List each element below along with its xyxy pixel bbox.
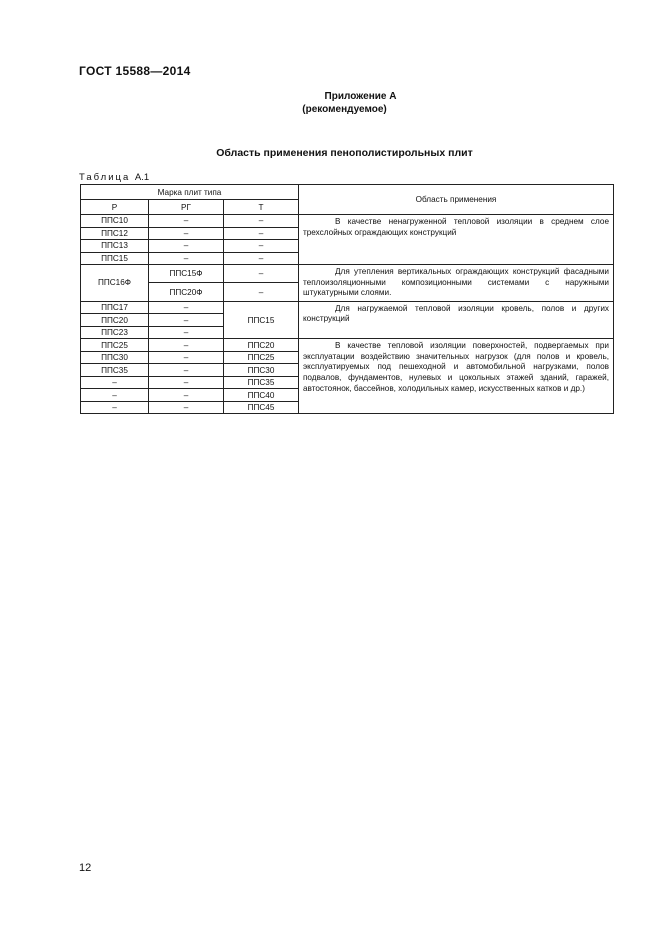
cell-p: ППС20	[81, 314, 149, 327]
cell-rg: –	[149, 339, 224, 352]
cell-p: ППС12	[81, 227, 149, 240]
cell-p: ППС13	[81, 240, 149, 253]
header-p-cell: Р	[81, 200, 149, 215]
cell-p: ППС16Ф	[81, 265, 149, 302]
cell-p: ППС35	[81, 364, 149, 377]
cell-area	[299, 301, 614, 339]
cell-t: –	[224, 215, 299, 228]
cell-rg: –	[149, 364, 224, 377]
cell-t: –	[224, 227, 299, 240]
page-number: 12	[79, 862, 92, 874]
cell-rg: –	[149, 252, 224, 265]
cell-rg: –	[149, 389, 224, 402]
cell-rg: –	[149, 376, 224, 389]
table-row	[81, 215, 614, 228]
cell-p: ППС15	[81, 252, 149, 265]
cell-p: ППС17	[81, 301, 149, 314]
cell-t: ППС20	[224, 339, 299, 352]
cell-t: ППС45	[224, 401, 299, 414]
cell-rg: –	[149, 401, 224, 414]
cell-t: ППС35	[224, 376, 299, 389]
cell-t: ППС30	[224, 364, 299, 377]
cell-rg: –	[149, 314, 224, 327]
cell-p: –	[81, 401, 149, 414]
application-table	[80, 184, 614, 414]
cell-t: ППС40	[224, 389, 299, 402]
cell-rg: –	[149, 215, 224, 228]
cell-p: –	[81, 376, 149, 389]
cell-area	[299, 265, 614, 302]
annex-title: Приложение А	[324, 91, 397, 102]
table-row	[81, 339, 614, 352]
cell-p: ППС30	[81, 351, 149, 364]
header-t-cell: Т	[224, 200, 299, 215]
cell-t: ППС15	[224, 301, 299, 339]
table-row	[81, 265, 614, 283]
cell-t: –	[224, 265, 299, 283]
cell-t: –	[224, 252, 299, 265]
cell-p: ППС25	[81, 339, 149, 352]
header-rg-cell: РГ	[149, 200, 224, 215]
cell-rg: –	[149, 326, 224, 339]
cell-rg: ППС15Ф	[149, 265, 224, 283]
table-header-row	[81, 185, 614, 200]
cell-rg: –	[149, 240, 224, 253]
header-group-cell: Марка плит типа	[81, 185, 299, 200]
area-text: В качестве ненагруженной тепловой изоляции в среднем слое трехслойных ограждающих конструкций	[303, 217, 609, 237]
cell-t: –	[224, 283, 299, 301]
cell-p: –	[81, 389, 149, 402]
table-caption	[79, 172, 149, 183]
area-text: В качестве тепловой изоляции поверхностей, подвергаемых при эксплуатации воздействию значительных нагрузок (для полов и кровель, эксплуатируемых под пешеходной и автомобильной нагрузками, полов подвалов, фундаментов, нулевых и цокольных этажей зданий, гаражей, автостоянок, бассейнов, холодильных камер, искусственных катков и др.)	[303, 341, 609, 393]
cell-p: ППС23	[81, 326, 149, 339]
cell-rg: –	[149, 227, 224, 240]
table-row	[81, 301, 614, 314]
cell-t: ППС25	[224, 351, 299, 364]
cell-area	[299, 339, 614, 414]
table-caption-number: А.1	[134, 172, 150, 183]
document-code: ГОСТ 15588—2014	[79, 64, 191, 78]
cell-p: ППС10	[81, 215, 149, 228]
cell-rg: ППС20Ф	[149, 283, 224, 301]
area-text: Для утепления вертикальных ограждающих конструкций фасадными теплоизоляционными композиционными системами с наружными штукатурными слоями.	[303, 267, 609, 298]
area-text: Для нагружаемой тепловой изоляции кровель, полов и других конструкций	[303, 303, 609, 324]
cell-rg: –	[149, 301, 224, 314]
header-area-cell: Область применения	[299, 185, 614, 215]
table-caption-word: Таблица	[79, 172, 131, 183]
section-title: Область применения пенополистирольных плит	[216, 147, 473, 159]
cell-t: –	[224, 240, 299, 253]
cell-rg: –	[149, 351, 224, 364]
annex-heading	[0, 90, 661, 116]
annex-subtitle: (рекомендуемое)	[302, 104, 387, 115]
cell-area	[299, 215, 614, 265]
